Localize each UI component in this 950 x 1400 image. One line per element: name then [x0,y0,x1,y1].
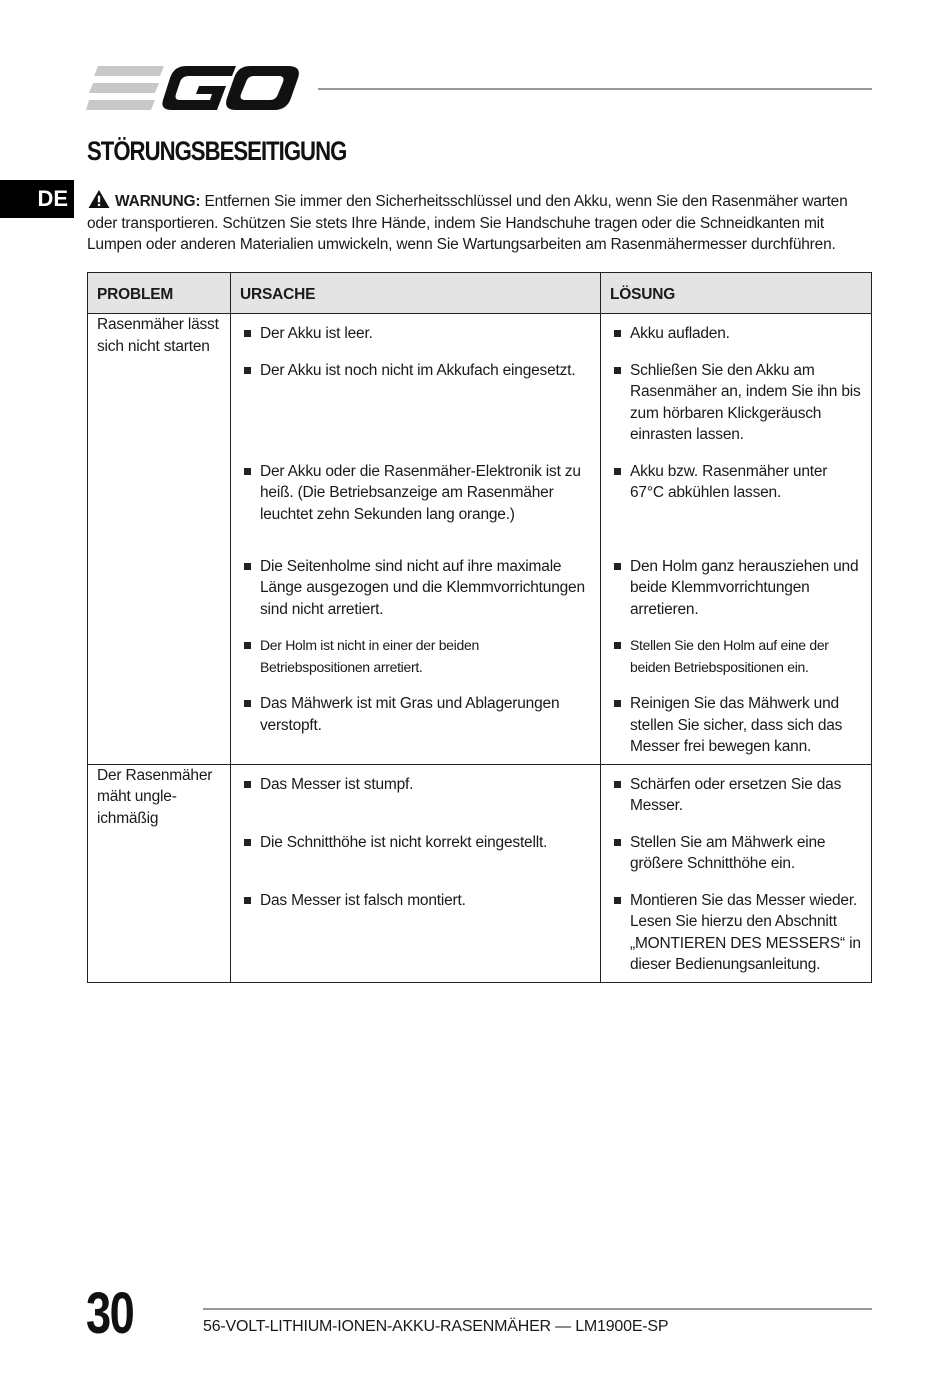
solution-cell [601,823,872,881]
solution-item: Akku bzw. Rasenmäher unter 67°C abkühlen lassen. [611,461,861,504]
cause-cell [231,881,601,983]
solution-item: Stellen Sie am Mähwerk eine größere Schnitthöhe ein. [611,832,861,875]
warning-paragraph [87,189,877,256]
cause-item: Der Akku oder die Rasenmäher-Elektronik ist zu heiß. (Die Betriebsanzeige am Rasenmäher leuchtet zehn Sekunden lang orange.) [241,461,590,526]
warning-label: WARNUNG: [115,193,201,210]
problem-cell: Rasenmäher lässt sich nicht starten [88,314,231,765]
solution-item: Montieren Sie das Messer wieder. Lesen Sie hierzu den Abschnitt „MONTIEREN DES MESSERS“ in dieser Bedienungsanleitung. [611,890,861,976]
solution-cell [601,684,872,764]
solution-item: Reinigen Sie das Mähwerk und stellen Sie sicher, dass sich das Messer frei bewegen kann. [611,693,861,758]
solution-cell [601,452,872,547]
cause-cell [231,764,601,823]
warning-text: Entfernen Sie immer den Sicherheitsschlüssel und den Akku, wenn Sie den Rasenmäher warten oder transportieren. Schützen Sie stets Ihre Hände, indem Sie Handschuhe tragen oder die Schneidkanten mit Lumpen oder anderen Materialien umwickeln, wenn Sie Wartungsarbeiten am Rasenmähermesser durchführen. [87,193,848,253]
cause-cell [231,452,601,547]
cause-item: Die Seitenholme sind nicht auf ihre maximale Länge ausgezogen und die Klemmvorrichtungen sind nicht arretiert. [241,556,590,621]
cause-cell [231,314,601,351]
warning-triangle-icon [87,189,111,209]
table-row [88,764,872,823]
troubleshooting-table [87,272,872,983]
cause-item: Der Holm ist nicht in einer der beiden Betriebspositionen arretiert. [241,635,590,678]
cause-cell [231,547,601,627]
header-solution: LÖSUNG [601,273,872,314]
header-cause: URSACHE [231,273,601,314]
ego-logo [86,64,300,112]
cause-item: Das Messer ist stumpf. [241,774,590,796]
footer-rule [203,1308,872,1310]
solution-item: Den Holm ganz herausziehen und beide Klemmvorrichtungen arretieren. [611,556,861,621]
cause-item: Der Akku ist noch nicht im Akkufach eingesetzt. [241,360,590,382]
solution-item: Schärfen oder ersetzen Sie das Messer. [611,774,861,817]
solution-cell [601,314,872,351]
cause-item: Das Mähwerk ist mit Gras und Ablagerungen verstopft. [241,693,590,736]
cause-cell [231,351,601,452]
page-title: STÖRUNGSBESEITIGUNG [87,136,347,166]
language-tab: DE [0,180,74,218]
header-rule [318,88,872,90]
cause-cell [231,626,601,684]
solution-cell [601,626,872,684]
solution-cell [601,351,872,452]
solution-cell [601,547,872,627]
table-header-row [88,273,872,314]
cause-item: Der Akku ist leer. [241,323,590,345]
footer-product-line: 56-VOLT-LITHIUM-IONEN-AKKU-RASENMÄHER — LM1900E-SP [203,1318,669,1335]
cause-item: Das Messer ist falsch montiert. [241,890,590,912]
solution-cell [601,764,872,823]
page-number: 30 [86,1281,134,1346]
solution-item: Schließen Sie den Akku am Rasenmäher an, indem Sie ihn bis zum hörbaren Klickgeräusch einrasten lassen. [611,360,861,446]
solution-item: Stellen Sie den Holm auf eine der beiden Betriebspositionen ein. [611,635,861,678]
solution-cell [601,881,872,983]
problem-cell: Der Rasenmäher mäht ungle-ichmäßig [88,764,231,982]
header-problem: PROBLEM [88,273,231,314]
solution-item: Akku aufladen. [611,323,861,345]
cause-item: Die Schnitthöhe ist nicht korrekt eingestellt. [241,832,590,854]
cause-cell [231,823,601,881]
cause-cell [231,684,601,764]
table-row [88,314,872,351]
